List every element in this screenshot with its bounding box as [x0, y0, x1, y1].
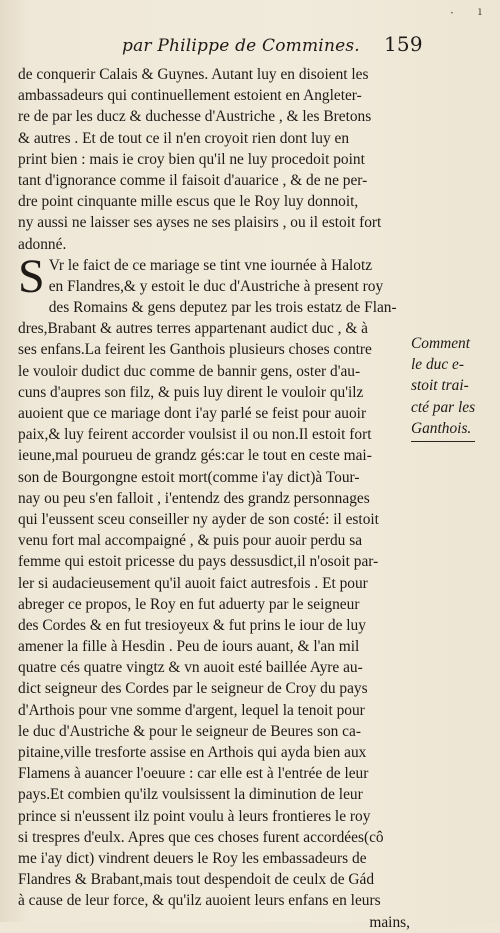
text-line: re de par les ducz & duchesse d'Austriche , & les Bretons: [18, 108, 372, 126]
page-number: 159: [384, 32, 423, 56]
text-line: pays.Et combien qu'ilz voulsissent la diminution de leur: [18, 786, 363, 804]
text-line: ny aussi ne laisser ses ayses ne ses plaisirs , ou il estoit fort: [18, 214, 382, 232]
text-line: à cause de leur force, & qu'ilz auoient leurs enfans en leurs: [18, 892, 381, 910]
text-line: qui l'eussent sceu conseiller ny ayder de son costé: il estoit: [18, 510, 379, 528]
text-line: Flandres & Brabant,mais tout despendoit de ceulx de Gád: [18, 871, 375, 889]
drop-cap: S: [18, 249, 45, 303]
text-line: Flamens à auancer l'oeuure : car elle est à l'entrée de leur: [18, 765, 369, 783]
text-line: dres,Brabant & autres terres appartenant audict duc , & à: [18, 320, 368, 338]
page-corner-mark: ı: [478, 4, 482, 18]
text-line: d'Arthois pour vne somme d'argent, lequel la tenoit pour: [18, 701, 365, 719]
running-header: [122, 32, 472, 56]
text-line: le duc d'Austriche & pour le seigneur de Beures son ca-: [18, 722, 361, 740]
text-line: tant d'ignorance comme il faisoit d'auarice , & de ne per-: [18, 171, 368, 189]
text-line: de conquerir Calais & Guynes. Autant luy en disoient les: [18, 66, 369, 83]
text-line: auoient que ce mariage dont i'ay parlé se feist pour auoir: [18, 405, 367, 422]
text-line: print bien : mais ie croy bien qu'il ne luy procedoit point: [18, 150, 365, 168]
text-line: quatre cés quatre vingtz & vn auoit esté baillée Ayre au-: [18, 659, 363, 677]
text-line: pitaine,ville tresforte assise en Arthois qui ayda bien aux: [18, 744, 367, 761]
text-line: dict seigneur des Cordes par le seigneur de Croy du pays: [18, 680, 368, 698]
text-line: si trespres d'eulx. Apres que ces choses furent accordées(cô: [18, 828, 384, 846]
text-line: dre point cinquante mille escus que le Roy luy donnoit,: [18, 193, 359, 211]
body-text: [18, 64, 410, 933]
text-line: ambassadeurs qui continuellement estoient en Angleter-: [18, 87, 362, 105]
text-line: ses enfans.La feirent les Ganthois plusieurs choses contre: [18, 341, 372, 359]
text-line: Vr le faict de ce mariage se tint vne iournée à Halotz: [48, 256, 373, 274]
text-line: nay ou peu s'en falloit , i'entendz des grandz personnages: [18, 489, 370, 507]
text-line: ieune,mal pourueu de grandz gés:car le tout en ceste mai-: [18, 447, 372, 465]
text-line: son de Bourgongne estoit mort(comme i'ay dict)à Tour-: [18, 468, 360, 486]
running-title: par Philippe de Commines.: [122, 36, 360, 56]
paragraph-2: [18, 249, 410, 933]
margin-note-line: stoit trai-: [411, 377, 469, 395]
text-line: paix,& luy feirent accorder voulsist il ou non.Il estoit fort: [18, 426, 372, 444]
page-corner-mark: ·: [450, 6, 454, 20]
text-line: femme qui estoit pricesse du pays dessusdict,il n'osoit par-: [18, 553, 379, 571]
text-line: & autres . Et de tout ce il n'en croyoit rien dont luy en: [18, 129, 350, 147]
margin-note-rule: [411, 441, 475, 442]
margin-note-line: cté par les: [411, 398, 476, 416]
text-line: des Cordes & en fut tresioyeux & fut prins le iour de luy: [18, 616, 366, 634]
paragraph-1: [18, 64, 410, 255]
text-line: des Romains & gens deputez par les trois estatz de Flan-: [48, 299, 397, 317]
text-line: le vouloir dudict duc comme de bannir gens, oster d'au-: [18, 362, 361, 380]
margin-note-line: Ganthois.: [411, 419, 472, 437]
margin-note: [411, 333, 491, 442]
text-line: en Flandres,& y estoit le duc d'Austriche à present roy: [48, 277, 384, 295]
margin-note-line: le duc e-: [411, 356, 464, 374]
text-line: ler si audacieusement qu'il auoit faict autresfois . Et pour: [18, 574, 368, 592]
text-line: me i'ay dict) vindrent deuers le Roy les embassadeurs de: [18, 849, 367, 867]
text-line: abreger ce propos, le Roy en fut aduerty par le seigneur: [18, 595, 360, 613]
text-line: amener la fille à Hesdin . Peu de iours auant, & l'an mil: [18, 638, 360, 656]
catchword: mains,: [369, 913, 410, 931]
margin-note-line: Comment: [411, 335, 470, 352]
text-line: adonné.: [18, 235, 67, 253]
text-line: cuns d'aupres son filz, & puis luy dirent le vouloir qu'ilz: [18, 383, 364, 401]
text-line: prince si n'eussent ilz point voulu à leurs frontieres le roy: [18, 807, 371, 825]
text-line: venu fort mal accompaigné , & puis pour auoir perdu sa: [18, 532, 363, 550]
